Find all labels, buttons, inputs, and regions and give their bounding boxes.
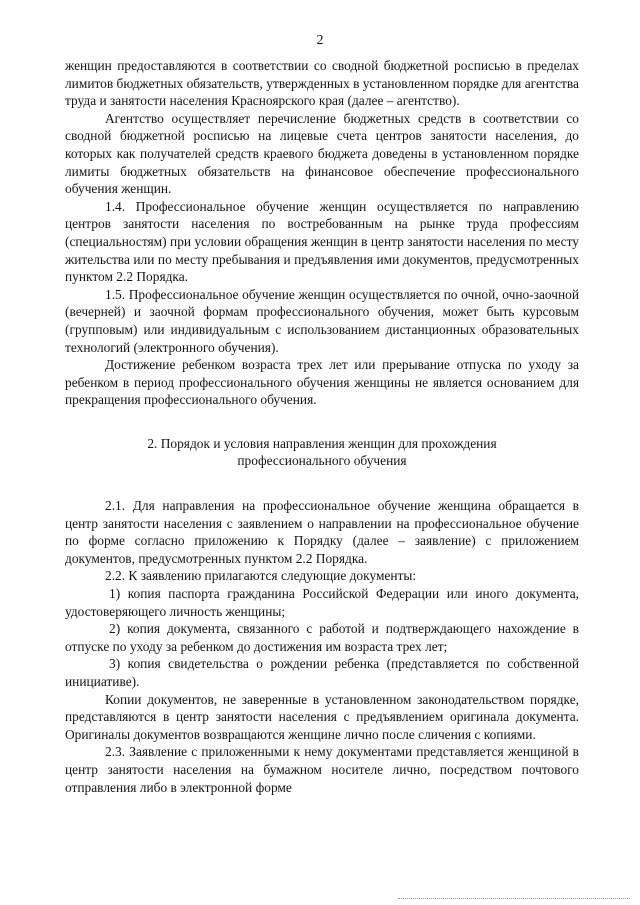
section-title-line: 2. Порядок и условия направления женщин для прохождения [147,435,497,451]
list-item: 3) копия свидетельства о рождении ребенка (представляется по собственной инициативе). [65,656,579,689]
paragraph: 1.4. Профессиональное обучение женщин осуществляется по направлению центров занятости населения по востребованным на рынке труда профессиям (специальностям) при условии обращения женщин в центр занятости населения по месту жительства или по месту пребывания и предъявления ими документов, предусмотренных пунктом 2.2 Порядка. [65,198,579,285]
document-body [65,57,579,796]
paragraph: 2.3. Заявление с приложенными к нему документами представляется женщиной в центр занятости населения на бумажном носителе лично, посредством почтового отправления либо в электронной форме [65,744,579,795]
paragraph: женщин предоставляются в соответствии со сводной бюджетной росписью в пределах лимитов бюджетных обязательств, утвержденных в установленном порядке для агентства труда и занятости населения Красноярского края (далее – агентство). [65,58,579,109]
footer-rule [398,898,630,899]
paragraph: 2.1. Для направления на профессиональное обучение женщина обращается в центр занятости населения с заявлением о направлении на профессиональное обучение по форме согласно приложению к Порядку (далее – заявление) с приложением документов, предусмотренных пунктом 2.2 Порядка. [65,498,579,566]
section-title [65,435,579,470]
paragraph: 2.2. К заявлению прилагаются следующие документы: [105,568,417,584]
page-number: 2 [316,33,324,48]
paragraph: Агентство осуществляет перечисление бюджетных средств в соответствии со сводной бюджетной росписью на лицевые счета центров занятости населения, до которых как получателей средств краевого бюджета доведены в установленном порядке лимиты бюджетных обязательств на финансовое обеспечение профессионального обучения женщин. [65,110,579,197]
list-item: 1) копия паспорта гражданина Российской Федерации или иного документа, удостоверяющего личность женщины; [65,586,579,619]
list-item: 2) копия документа, связанного с работой и подтверждающего нахождение в отпуске по уходу за ребенком до достижения им возраста трех лет; [65,621,579,654]
paragraph: 1.5. Профессиональное обучение женщин осуществляется по очной, очно-заочной (вечерней) и заочной формам профессионального обучения, может быть курсовым (групповым) или индивидуальным с использованием дистанционных образовательных технологий (электронного обучения). [65,286,579,355]
section-title-line: профессионального обучения [237,453,407,469]
paragraph: Достижение ребенком возраста трех лет или прерывание отпуска по уходу за ребенком в период профессионального обучения женщины не является основанием для прекращения профессионального обучения. [65,357,579,408]
paragraph: Копии документов, не заверенные в установленном законодательством порядке, представляются в центр занятости населения с предъявлением оригинала документа. Оригиналы документов возвращаются женщине лично после сличения с копиями. [65,691,579,742]
